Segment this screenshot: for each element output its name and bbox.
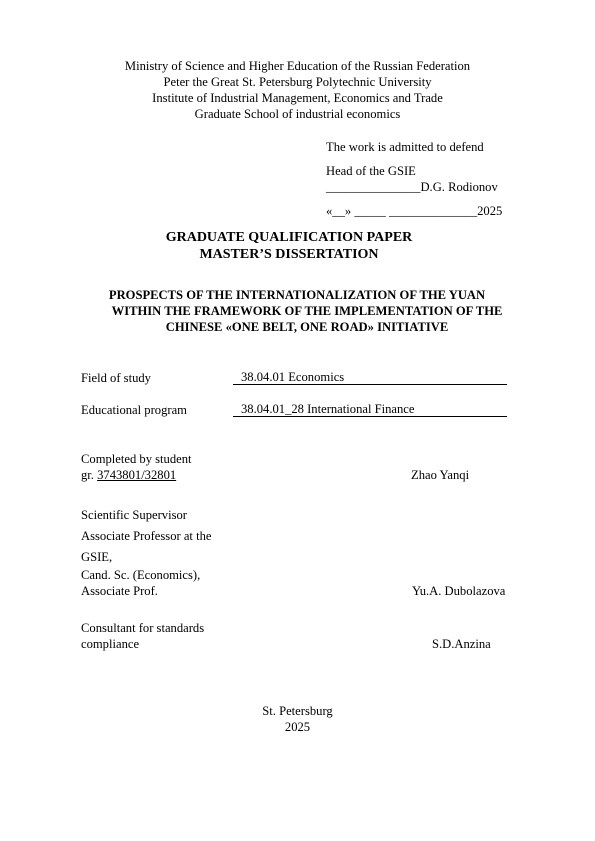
university-line: Peter the Great St. Petersburg Polytechnic University: [163, 75, 432, 89]
consultant-name: S.D.Anzina: [432, 637, 491, 651]
paper-type-line1: GRADUATE QUALIFICATION PAPER: [165, 230, 413, 245]
field-of-study-underline: [233, 384, 507, 385]
completed-by-label: Completed by student: [81, 452, 192, 466]
group-prefix: gr.: [81, 468, 94, 482]
educational-program-underline: [233, 416, 507, 417]
supervisor-title: Associate Prof.: [81, 584, 158, 598]
admission-text: The work is admitted to defend: [326, 140, 484, 154]
footer-city: St. Petersburg: [262, 704, 333, 718]
educational-program-label: Educational program: [81, 403, 187, 417]
field-of-study-label: Field of study: [81, 371, 151, 385]
institute-line: Institute of Industrial Management, Economics and Trade: [152, 91, 443, 105]
consultant-label-line2: compliance: [81, 637, 140, 651]
supervisor-name: Yu.A. Dubolazova: [412, 584, 506, 598]
group-line: [81, 468, 176, 483]
student-name: Zhao Yanqi: [411, 468, 470, 482]
school-line: Graduate School of industrial economics: [194, 107, 401, 121]
group-number: 3743801/32801: [97, 468, 177, 482]
supervisor-label: Scientific Supervisor: [81, 508, 187, 522]
date-line: «__» _____ ______________2025: [326, 204, 503, 218]
supervisor-position-line2: GSIE,: [81, 550, 113, 564]
paper-type-line2: MASTER’S DISSERTATION: [199, 247, 379, 262]
title-line2: WITHIN THE FRAMEWORK OF THE IMPLEMENTATION OF THE: [111, 304, 503, 318]
educational-program-value: 38.04.01_28 International Finance: [241, 402, 415, 416]
title-line3: CHINESE «ONE BELT, ONE ROAD» INITIATIVE: [165, 320, 449, 334]
supervisor-position-line1: Associate Professor at the: [81, 529, 212, 543]
head-of-gsie: Head of the GSIE: [326, 164, 416, 178]
title-line1: PROSPECTS OF THE INTERNATIONALIZATION OF THE YUAN: [108, 288, 486, 302]
signature-line: _______________D.G. Rodionov: [326, 180, 498, 194]
field-of-study-value: 38.04.01 Economics: [241, 370, 345, 384]
supervisor-degree: Cand. Sc. (Economics),: [81, 568, 201, 582]
consultant-label-line1: Consultant for standards: [81, 621, 205, 635]
footer-year: 2025: [284, 720, 311, 734]
ministry-line: Ministry of Science and Higher Education of the Russian Federation: [124, 59, 471, 73]
